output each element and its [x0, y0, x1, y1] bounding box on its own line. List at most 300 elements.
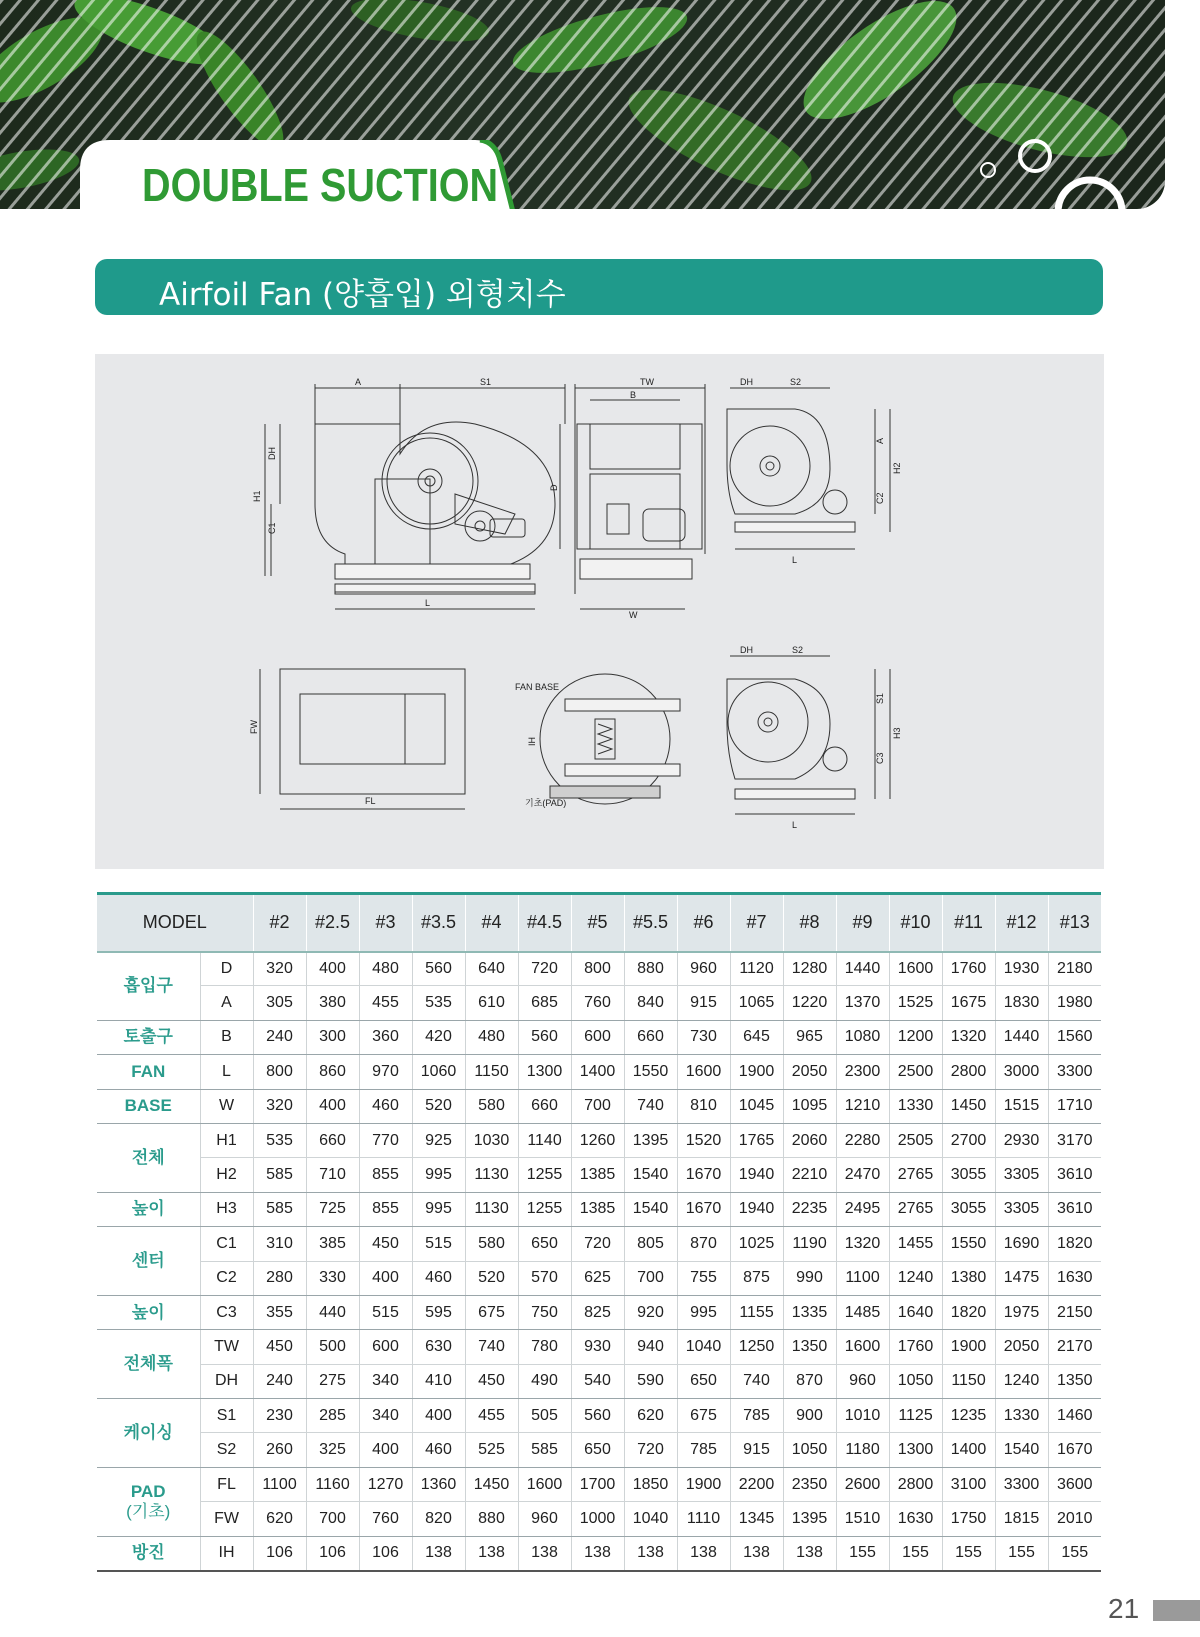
table-cell: 770 [359, 1123, 412, 1157]
row-group-subtext: (기초) [126, 1501, 171, 1521]
table-cell: 915 [730, 1433, 783, 1467]
table-cell: 2470 [836, 1158, 889, 1192]
dimension-code: C1 [200, 1227, 253, 1261]
front-label-a: A [355, 377, 362, 387]
table-cell: 660 [518, 1089, 571, 1123]
table-cell: 1900 [730, 1055, 783, 1089]
table-cell: 600 [359, 1330, 412, 1364]
side-label-w: W [629, 610, 638, 620]
page-tab-marker [1153, 1600, 1200, 1621]
table-cell: 1030 [465, 1123, 518, 1157]
table-cell: 700 [306, 1502, 359, 1536]
row-group-label [97, 1399, 200, 1468]
front-label-s1: S1 [480, 377, 492, 387]
table-cell: 810 [677, 1089, 730, 1123]
page-title: DOUBLE SUCTION [142, 159, 499, 209]
right-bottom-label-l: L [792, 820, 798, 830]
table-cell: 2495 [836, 1192, 889, 1226]
table-cell: 995 [412, 1192, 465, 1226]
section-heading-bar [95, 259, 1103, 315]
table-cell: 730 [677, 1020, 730, 1054]
front-view-drawing [252, 377, 565, 609]
table-cell: 1560 [1048, 1020, 1101, 1054]
table-cell: 535 [253, 1123, 306, 1157]
row-group-text: 흡입구 [123, 976, 173, 996]
table-cell: 310 [253, 1227, 306, 1261]
table-cell: 585 [253, 1192, 306, 1226]
table-cell: 1190 [783, 1227, 836, 1261]
table-cell: 480 [359, 952, 412, 986]
dimension-code: A [200, 986, 253, 1020]
table-cell: 900 [783, 1399, 836, 1433]
row-group-text: 토출구 [123, 1027, 173, 1047]
row-group-text: 높이 [131, 1302, 165, 1322]
table-cell: 1600 [836, 1330, 889, 1364]
dimension-code: H2 [200, 1158, 253, 1192]
table-cell: 755 [677, 1261, 730, 1295]
model-column-header: #3.5 [412, 894, 465, 952]
table-cell: 2700 [942, 1123, 995, 1157]
pad-label-fw: FW [249, 720, 259, 734]
table-cell: 1940 [730, 1192, 783, 1226]
table-cell: 1045 [730, 1089, 783, 1123]
table-cell: 1040 [677, 1330, 730, 1364]
table-cell: 3055 [942, 1158, 995, 1192]
table-cell: 155 [1048, 1536, 1101, 1570]
table-cell: 855 [359, 1192, 412, 1226]
table-cell: 1060 [412, 1055, 465, 1089]
right-top-label-c2: C2 [875, 492, 885, 504]
table-cell: 1350 [1048, 1364, 1101, 1398]
table-cell: 610 [465, 986, 518, 1020]
dimension-code: W [200, 1089, 253, 1123]
table-cell: 460 [412, 1433, 465, 1467]
table-cell: 1150 [465, 1055, 518, 1089]
row-group-label [97, 1330, 200, 1399]
table-cell: 960 [518, 1502, 571, 1536]
table-cell: 340 [359, 1364, 412, 1398]
table-cell: 2170 [1048, 1330, 1101, 1364]
table-cell: 580 [465, 1089, 518, 1123]
dimension-code: S2 [200, 1433, 253, 1467]
table-row [97, 1502, 1101, 1536]
table-cell: 1940 [730, 1158, 783, 1192]
right-top-label-s2: S2 [790, 377, 802, 387]
row-group-label [97, 1089, 200, 1123]
table-cell: 260 [253, 1433, 306, 1467]
table-cell: 740 [730, 1364, 783, 1398]
table-cell: 155 [836, 1536, 889, 1570]
table-cell: 490 [518, 1364, 571, 1398]
table-cell: 1180 [836, 1433, 889, 1467]
table-cell: 1120 [730, 952, 783, 986]
pad-view-drawing [249, 669, 465, 809]
table-cell: 1540 [624, 1158, 677, 1192]
row-group-label [97, 1295, 200, 1329]
table-cell: 2280 [836, 1123, 889, 1157]
front-label-dh: DH [267, 447, 277, 460]
table-cell: 960 [677, 952, 730, 986]
table-cell: 106 [253, 1536, 306, 1570]
front-label-c1: C1 [267, 522, 277, 534]
table-cell: 1700 [571, 1467, 624, 1501]
table-cell: 1235 [942, 1399, 995, 1433]
table-cell: 300 [306, 1020, 359, 1054]
table-cell: 3100 [942, 1467, 995, 1501]
table-cell: 1550 [942, 1227, 995, 1261]
model-column-header: #5.5 [624, 894, 677, 952]
table-cell: 385 [306, 1227, 359, 1261]
right-bottom-label-s2: S2 [792, 645, 804, 655]
table-cell: 275 [306, 1364, 359, 1398]
table-cell: 480 [465, 1020, 518, 1054]
table-cell: 155 [995, 1536, 1048, 1570]
table-row [97, 952, 1101, 986]
table-cell: 1345 [730, 1502, 783, 1536]
right-view-bottom-drawing [727, 645, 902, 830]
table-cell: 740 [465, 1330, 518, 1364]
table-cell: 3170 [1048, 1123, 1101, 1157]
table-cell: 2765 [889, 1192, 942, 1226]
table-cell: 1670 [1048, 1433, 1101, 1467]
row-group-text: 케이싱 [123, 1422, 173, 1442]
table-cell: 1630 [889, 1502, 942, 1536]
table-cell: 2010 [1048, 1502, 1101, 1536]
dimension-code: H3 [200, 1192, 253, 1226]
table-cell: 1220 [783, 986, 836, 1020]
table-cell: 1550 [624, 1055, 677, 1089]
page-number: 21 [1108, 1593, 1140, 1624]
table-cell: 720 [518, 952, 571, 986]
table-cell: 1510 [836, 1502, 889, 1536]
table-cell: 595 [412, 1295, 465, 1329]
table-cell: 1690 [995, 1227, 1048, 1261]
row-group-text: 방진 [131, 1543, 165, 1563]
table-cell: 3610 [1048, 1192, 1101, 1226]
table-cell: 1980 [1048, 986, 1101, 1020]
table-cell: 2060 [783, 1123, 836, 1157]
table-cell: 1400 [571, 1055, 624, 1089]
model-column-header: #2.5 [306, 894, 359, 952]
table-cell: 3000 [995, 1055, 1048, 1089]
table-cell: 2930 [995, 1123, 1048, 1157]
table-cell: 800 [253, 1055, 306, 1089]
table-cell: 1240 [995, 1364, 1048, 1398]
table-cell: 585 [253, 1158, 306, 1192]
table-cell: 1335 [783, 1295, 836, 1329]
detail-label-ih: IH [527, 737, 537, 746]
table-row [97, 1055, 1101, 1089]
table-cell: 1210 [836, 1089, 889, 1123]
model-column-header: #10 [889, 894, 942, 952]
table-cell: 995 [677, 1295, 730, 1329]
row-group-text: PAD [130, 1481, 166, 1501]
table-cell: 138 [518, 1536, 571, 1570]
table-cell: 1350 [783, 1330, 836, 1364]
table-cell: 340 [359, 1399, 412, 1433]
table-cell: 520 [465, 1261, 518, 1295]
table-cell: 2210 [783, 1158, 836, 1192]
model-column-header: #6 [677, 894, 730, 952]
table-cell: 1830 [995, 986, 1048, 1020]
table-cell: 720 [624, 1433, 677, 1467]
table-cell: 1485 [836, 1295, 889, 1329]
table-cell: 1300 [889, 1433, 942, 1467]
table-cell: 380 [306, 986, 359, 1020]
table-cell: 455 [465, 1399, 518, 1433]
row-group-label [97, 1536, 200, 1570]
table-cell: 965 [783, 1020, 836, 1054]
table-cell: 940 [624, 1330, 677, 1364]
table-cell: 535 [412, 986, 465, 1020]
table-cell: 675 [465, 1295, 518, 1329]
table-cell: 1900 [942, 1330, 995, 1364]
table-cell: 1255 [518, 1158, 571, 1192]
table-cell: 820 [412, 1502, 465, 1536]
table-cell: 960 [836, 1364, 889, 1398]
table-cell: 2050 [995, 1330, 1048, 1364]
front-label-h1: H1 [252, 490, 262, 502]
table-cell: 460 [359, 1089, 412, 1123]
table-cell: 1050 [889, 1364, 942, 1398]
table-cell: 675 [677, 1399, 730, 1433]
table-cell: 2350 [783, 1467, 836, 1501]
table-cell: 570 [518, 1261, 571, 1295]
table-cell: 1010 [836, 1399, 889, 1433]
table-cell: 720 [571, 1227, 624, 1261]
table-cell: 1040 [624, 1502, 677, 1536]
table-cell: 860 [306, 1055, 359, 1089]
table-cell: 138 [624, 1536, 677, 1570]
side-label-d: D [549, 484, 559, 491]
table-cell: 590 [624, 1364, 677, 1398]
table-cell: 3300 [1048, 1055, 1101, 1089]
model-column-header: #7 [730, 894, 783, 952]
table-cell: 560 [571, 1399, 624, 1433]
row-group-text: BASE [124, 1096, 172, 1116]
table-cell: 650 [518, 1227, 571, 1261]
table-cell: 138 [465, 1536, 518, 1570]
table-cell: 750 [518, 1295, 571, 1329]
table-cell: 700 [624, 1261, 677, 1295]
table-cell: 2600 [836, 1467, 889, 1501]
table-cell: 685 [518, 986, 571, 1020]
table-body [97, 952, 1101, 1571]
table-cell: 1385 [571, 1158, 624, 1192]
table-cell: 3610 [1048, 1158, 1101, 1192]
table-cell: 1640 [889, 1295, 942, 1329]
table-cell: 630 [412, 1330, 465, 1364]
table-cell: 355 [253, 1295, 306, 1329]
table-cell: 1155 [730, 1295, 783, 1329]
table-cell: 138 [783, 1536, 836, 1570]
table-cell: 2800 [889, 1467, 942, 1501]
table-cell: 1760 [942, 952, 995, 986]
table-cell: 400 [359, 1433, 412, 1467]
row-group-label [97, 1467, 200, 1536]
right-bottom-label-s1: S1 [875, 692, 885, 704]
table-cell: 2500 [889, 1055, 942, 1089]
table-cell: 825 [571, 1295, 624, 1329]
table-cell: 660 [624, 1020, 677, 1054]
table-row [97, 1295, 1101, 1329]
table-cell: 1440 [836, 952, 889, 986]
row-group-label [97, 1227, 200, 1296]
table-row [97, 1536, 1101, 1570]
table-row [97, 1227, 1101, 1261]
right-bottom-label-dh: DH [740, 645, 753, 655]
table-cell: 400 [359, 1261, 412, 1295]
table-cell: 1675 [942, 986, 995, 1020]
table-row [97, 1192, 1101, 1226]
model-column-header: #13 [1048, 894, 1101, 952]
table-cell: 138 [412, 1536, 465, 1570]
table-cell: 1395 [783, 1502, 836, 1536]
table-cell: 2235 [783, 1192, 836, 1226]
table-cell: 3300 [995, 1467, 1048, 1501]
table-cell: 515 [412, 1227, 465, 1261]
table-cell: 106 [359, 1536, 412, 1570]
table-cell: 580 [465, 1227, 518, 1261]
table-cell: 645 [730, 1020, 783, 1054]
table-cell: 725 [306, 1192, 359, 1226]
table-cell: 780 [518, 1330, 571, 1364]
table-row [97, 1364, 1101, 1398]
table-cell: 305 [253, 986, 306, 1020]
table-cell: 620 [624, 1399, 677, 1433]
dimension-code: D [200, 952, 253, 986]
dimension-code: C3 [200, 1295, 253, 1329]
model-column-header: #11 [942, 894, 995, 952]
table-cell: 2150 [1048, 1295, 1101, 1329]
table-cell: 880 [624, 952, 677, 986]
table-cell: 1525 [889, 986, 942, 1020]
table-row [97, 1158, 1101, 1192]
table-cell: 520 [412, 1089, 465, 1123]
table-cell: 138 [730, 1536, 783, 1570]
table-cell: 1260 [571, 1123, 624, 1157]
model-column-header: #9 [836, 894, 889, 952]
table-cell: 3055 [942, 1192, 995, 1226]
table-cell: 1975 [995, 1295, 1048, 1329]
table-row [97, 1261, 1101, 1295]
dimension-code: IH [200, 1536, 253, 1570]
table-cell: 1065 [730, 986, 783, 1020]
detail-view-drawing [515, 674, 680, 808]
row-group-text: 전체 [131, 1147, 165, 1167]
table-row [97, 1020, 1101, 1054]
table-cell: 1475 [995, 1261, 1048, 1295]
dimension-code: TW [200, 1330, 253, 1364]
table-cell: 880 [465, 1502, 518, 1536]
table-cell: 1765 [730, 1123, 783, 1157]
table-cell: 138 [677, 1536, 730, 1570]
table-cell: 1250 [730, 1330, 783, 1364]
table-cell: 1385 [571, 1192, 624, 1226]
table-cell: 1000 [571, 1502, 624, 1536]
table-cell: 1320 [836, 1227, 889, 1261]
table-cell: 450 [253, 1330, 306, 1364]
table-cell: 3305 [995, 1158, 1048, 1192]
model-column-header: #4.5 [518, 894, 571, 952]
row-group-text: 높이 [131, 1199, 165, 1219]
table-cell: 240 [253, 1020, 306, 1054]
table-cell: 1050 [783, 1433, 836, 1467]
dimension-code: DH [200, 1364, 253, 1398]
dimension-code: H1 [200, 1123, 253, 1157]
table-cell: 870 [677, 1227, 730, 1261]
table-row [97, 1330, 1101, 1364]
table-cell: 1380 [942, 1261, 995, 1295]
detail-label-fan-base: FAN BASE [515, 682, 560, 692]
table-cell: 1130 [465, 1158, 518, 1192]
table-cell: 2300 [836, 1055, 889, 1089]
model-column-header: #2 [253, 894, 306, 952]
table-cell: 455 [359, 986, 412, 1020]
table-cell: 1280 [783, 952, 836, 986]
table-cell: 1240 [889, 1261, 942, 1295]
table-cell: 925 [412, 1123, 465, 1157]
table-cell: 970 [359, 1055, 412, 1089]
table-cell: 785 [730, 1399, 783, 1433]
right-top-label-a: A [875, 437, 885, 444]
table-cell: 1320 [942, 1020, 995, 1054]
table-cell: 106 [306, 1536, 359, 1570]
table-cell: 2200 [730, 1467, 783, 1501]
table-cell: 1600 [677, 1055, 730, 1089]
table-cell: 2765 [889, 1158, 942, 1192]
table-cell: 650 [571, 1433, 624, 1467]
right-top-label-h2: H2 [892, 462, 902, 474]
right-top-label-l: L [792, 555, 798, 565]
table-cell: 440 [306, 1295, 359, 1329]
table-cell: 1025 [730, 1227, 783, 1261]
model-column-header: #12 [995, 894, 1048, 952]
table-cell: 560 [412, 952, 465, 986]
table-cell: 1670 [677, 1158, 730, 1192]
table-cell: 1455 [889, 1227, 942, 1261]
table-cell: 1460 [1048, 1399, 1101, 1433]
table-cell: 760 [359, 1502, 412, 1536]
table-cell: 1200 [889, 1020, 942, 1054]
right-top-label-dh: DH [740, 377, 753, 387]
table-cell: 2180 [1048, 952, 1101, 986]
model-column-header: #5 [571, 894, 624, 952]
table-cell: 155 [942, 1536, 995, 1570]
table-cell: 1330 [889, 1089, 942, 1123]
table-cell: 400 [306, 952, 359, 986]
row-group-text: 센터 [131, 1251, 165, 1271]
table-cell: 1130 [465, 1192, 518, 1226]
table-cell: 855 [359, 1158, 412, 1192]
dimension-code: B [200, 1020, 253, 1054]
table-row [97, 1123, 1101, 1157]
table-cell: 800 [571, 952, 624, 986]
table-cell: 1450 [465, 1467, 518, 1501]
table-cell: 1110 [677, 1502, 730, 1536]
table-row [97, 1089, 1101, 1123]
table-cell: 650 [677, 1364, 730, 1398]
table-row [97, 986, 1101, 1020]
table-cell: 1140 [518, 1123, 571, 1157]
table-cell: 1850 [624, 1467, 677, 1501]
table-cell: 1125 [889, 1399, 942, 1433]
table-cell: 2800 [942, 1055, 995, 1089]
table-cell: 740 [624, 1089, 677, 1123]
dimension-code: C2 [200, 1261, 253, 1295]
front-label-l: L [425, 598, 431, 608]
table-cell: 805 [624, 1227, 677, 1261]
